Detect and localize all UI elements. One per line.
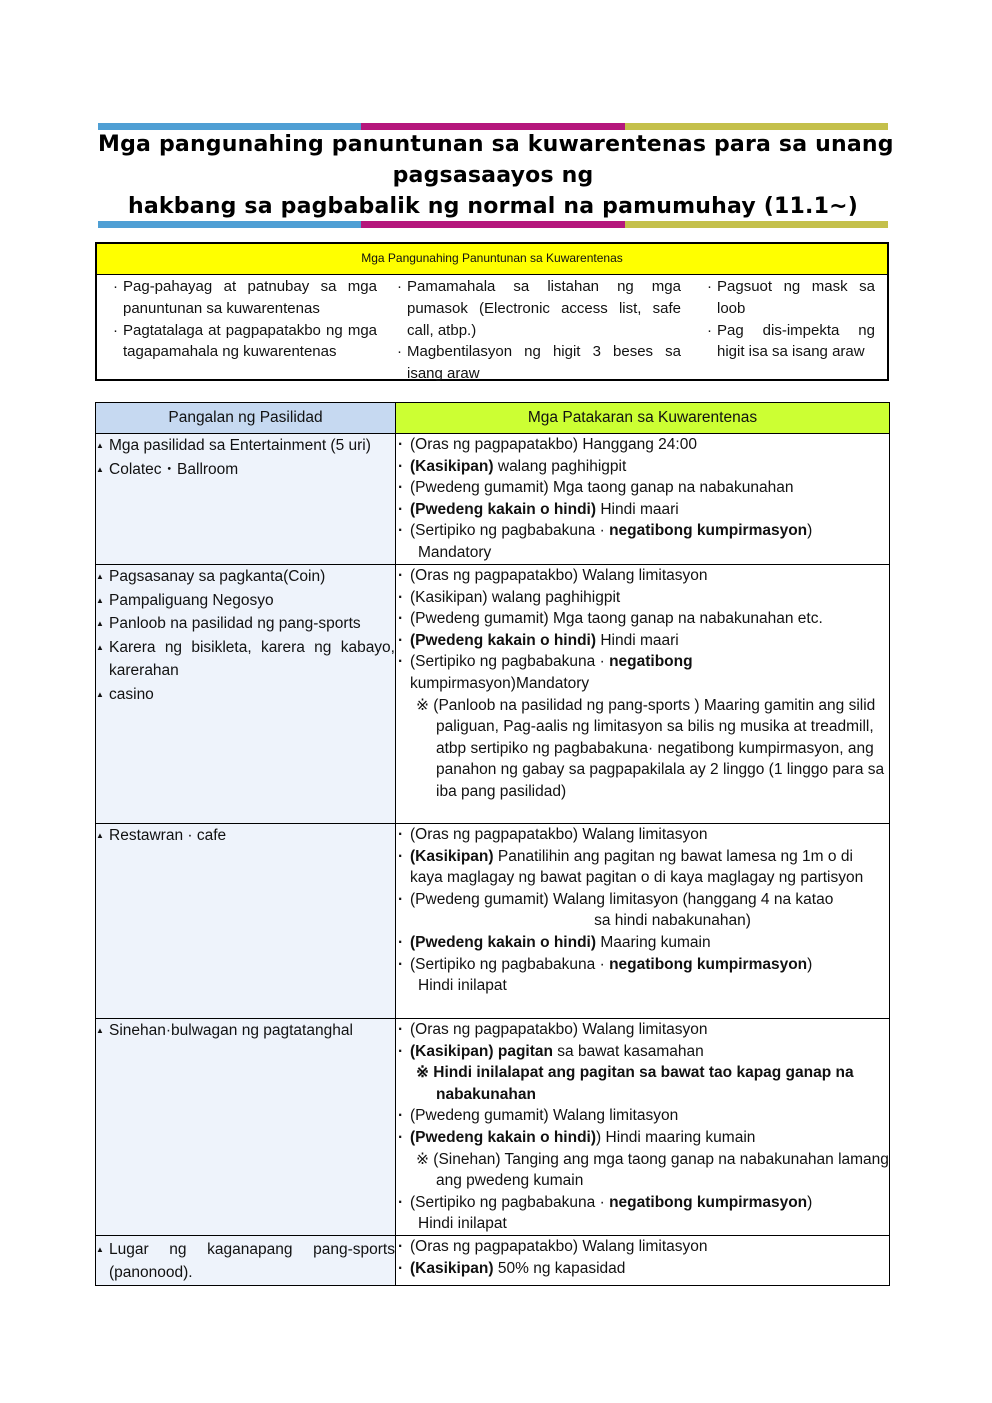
table-row [96,1019,890,1236]
policy-value: Hindi maari [596,500,679,518]
facility-item: ▲ Mga pasilidad sa Entertainment (5 uri) [96,434,395,458]
policy-label: (Pwedeng kakain o hindi) [410,500,597,518]
facility-cell [96,565,396,824]
general-rules-column-1 [97,276,387,385]
policy-item: · (Oras ng pagpapatakbo) Walang limitasyon [396,1236,889,1258]
policy-value: ) Hindi maaring kumain [596,1128,756,1146]
facility-item: ▲ Lugar ng kaganapang pang-sports (panonood). [96,1238,395,1285]
title-bottom-bar [98,221,888,228]
policy-label: (Sertipiko ng pagbabakuna · [410,955,610,973]
general-rule-item: · Pag-pahayag at patnubay sa mga panuntunan sa kuwarentenas [111,276,377,320]
policy-item [396,499,889,521]
policy-emphasis: negatibong kumpirmasyon [609,955,808,973]
table-row [96,824,890,1019]
policy-note [416,1062,889,1105]
policy-item [396,954,889,976]
policy-label: (Sertipiko ng pagbabakuna · [410,1193,610,1211]
policy-label-end: ) [807,522,813,540]
table-row [96,565,890,824]
policy-label: (Kasikipan) [410,847,494,865]
facility-item: ▲ Panloob na pasilidad ng pang-sports [96,612,395,636]
facility-item: ▲ Sinehan·bulwagan ng pagtatanghal [96,1019,395,1043]
general-rule-item: · Pamamahala sa listahan ng mga pumasok (Electronic access list, safe call, atbp.) [395,276,681,341]
policy-label-end: ) [807,955,813,973]
policy-item [396,520,889,542]
general-rules-header: Mga Pangunahing Panuntunan sa Kuwarentenas [97,244,887,275]
general-rule-item: · Pagsuot ng mask sa loob [705,276,875,320]
policy-item [396,456,889,478]
policy-cell [396,434,890,565]
policy-value: Mandatory [418,543,492,561]
title-line-1: Mga pangunahing panuntunan sa kuwarentenas para sa unang [98,132,894,157]
policy-value: Panatilihin ang pagitan ng bawat lamesa ng 1m o di kaya maglagay ng bawat pagitan o di kaya maglagay ng partisyon [410,847,864,887]
policy-label: (Pwedeng kakain o hindi) [410,1128,597,1146]
policy-cell [396,1235,890,1285]
facility-cell [96,824,396,1019]
policy-item [396,846,889,889]
policy-item: · (Oras ng pagpapatakbo) Walang limitasyon [396,1019,889,1041]
policy-emphasis: negatibong kumpirmasyon [609,522,808,540]
general-rules-column-3 [697,276,887,385]
policy-item [396,630,889,652]
facility-item: ▲ Karera ng bisikleta, karera ng kabayo, karerahan [96,636,395,683]
policy-item [396,1127,889,1149]
general-rule-item: · Pagtatalaga at pagpapatakbo ng mga tagapamahala ng kuwarentenas [111,320,377,364]
facility-column-header: Pangalan ng Pasilidad [96,403,396,434]
policy-item: · (Pwedeng gumamit) Walang limitasyon [396,1105,889,1127]
policy-item: · (Pwedeng gumamit) Mga taong ganap na nabakunahan etc. [396,608,889,630]
title-line-2: pagsasaayos ng [392,163,594,188]
facility-item: ▲ Restawran · cafe [96,824,395,848]
facility-item: ▲ Pagsasanay sa pagkanta(Coin) [96,565,395,589]
policy-note-text: ※ Hindi inilalapat ang pagitan sa bawat tao kapag ganap na nabakunahan [416,1064,854,1103]
policy-item: · (Pwedeng gumamit) Walang limitasyon (hanggang 4 na katao [396,889,889,911]
policy-item [396,1192,889,1214]
policy-value: sa hindi nabakunahan) [594,912,751,930]
policy-item [396,1041,889,1063]
page-title [98,129,894,222]
facility-cell [96,1235,396,1285]
general-rule-item: · Pag dis-impekta ng higit isa sa isang araw [705,320,875,364]
policy-label: (Kasikipan) pagitan [410,1042,553,1060]
general-rules-column-2 [387,276,697,385]
policy-value: Hindi inilapat [418,977,507,995]
policy-note: ※ (Sinehan) Tanging ang mga taong ganap na nabakunahan lamang ang pwedeng kumain [416,1150,889,1190]
facility-cell [96,1019,396,1236]
policy-cell [396,824,890,1019]
policy-value: Hindi maari [596,631,679,649]
policy-value: Maaring kumain [596,933,711,951]
policy-cell [396,1019,890,1236]
policy-item [396,651,889,673]
policy-item: · (Kasikipan) walang paghihigpit [396,587,889,609]
policy-item: · (Oras ng pagpapatakbo) Hanggang 24:00 [396,434,889,456]
policy-label: (Sertipiko ng pagbabakuna · [410,522,610,540]
table-row [96,434,890,565]
general-rule-item: · Magbentilasyon ng higit 3 beses sa isang araw [395,341,681,385]
policy-label-end: ) [807,1193,813,1211]
policy-label: (Pwedeng kakain o hindi) [410,631,597,649]
policy-label: (Kasikipan) [410,1259,494,1277]
policy-cell [396,565,890,824]
policy-item: · (Pwedeng gumamit) Mga taong ganap na nabakunahan [396,477,889,499]
policy-column-header: Mga Patakaran sa Kuwarentenas [396,403,890,434]
title-line-3: hakbang sa pagbabalik ng normal na pamumuhay (11.1~) [128,194,858,219]
policy-item [396,1258,889,1280]
facility-cell [96,434,396,565]
table-header-row [96,403,890,434]
policy-label: (Pwedeng kakain o hindi) [410,933,597,951]
policy-label: (Sertipiko ng pagbabakuna · [410,653,610,671]
facility-item: ▲ Colatec・Ballroom [96,458,395,482]
policy-value: sa bawat kasamahan [552,1042,704,1060]
general-rules-body [97,275,887,385]
facility-item: ▲ casino [96,683,395,707]
policy-value: Hindi inilapat [418,1215,507,1233]
policy-item: · (Oras ng pagpapatakbo) Walang limitasyon [396,565,889,587]
policy-item [396,932,889,954]
policy-note: ※ (Panloob na pasilidad ng pang-sports ) Maaring gamitin ang silid paliguan, Pag-aalis ng limitasyon sa bilis ng musika at treadmill, atbp sertipiko ng pagbabakuna· negatibong kumpirmasyon, ang panahon ng gabay sa pagpapakilala ay 2 linggo (1 linggo para sa iba pang pasilidad) [416,696,885,800]
general-rules-box [95,242,889,381]
policy-item: · (Oras ng pagpapatakbo) Walang limitasyon [396,824,889,846]
policy-value: walang paghihigpit [493,457,627,475]
policy-value: kumpirmasyon)Mandatory [410,674,590,692]
policy-value: 50% ng kapasidad [493,1259,626,1277]
table-row [96,1235,890,1285]
facility-item: ▲ Pampaliguang Negosyo [96,589,395,613]
facility-rules-table [95,402,890,1286]
policy-emphasis: negatibong [609,653,693,671]
policy-label: (Kasikipan) [410,457,494,475]
policy-emphasis: negatibong kumpirmasyon [609,1193,808,1211]
